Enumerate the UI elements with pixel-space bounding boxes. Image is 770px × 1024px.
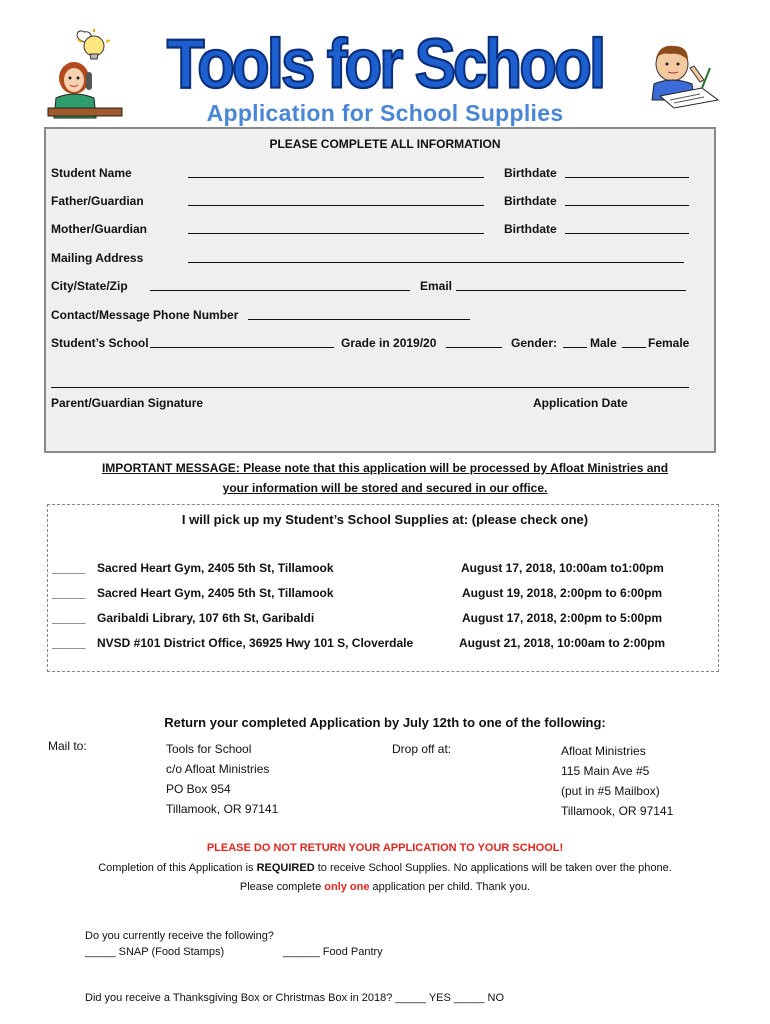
svg-text:Tools for School: Tools for School [166,24,604,103]
pickup-date: August 21, 2018, 10:00am to 2:00pm [459,636,666,650]
signature-label: Parent/Guardian Signature [51,396,204,410]
student-name-field[interactable] [188,167,484,178]
male-label: Male [590,336,617,350]
grade-label: Grade in 2019/20 [341,336,437,350]
pickup-location: Sacred Heart Gym, 2405 5th St, Tillamook [97,586,334,600]
drop-address-line: 115 Main Ave #5 [561,764,650,778]
drop-address-line: (put in #5 Mailbox) [561,784,660,798]
important-message-line2: your information will be stored and secured in our office. [222,481,548,495]
male-checkbox-line[interactable] [563,337,587,348]
food-pantry-option[interactable]: ______ Food Pantry [283,946,383,958]
one-per-child-note [0,881,770,893]
mail-address-line: Tools for School [166,742,252,756]
mother-guardian-label: Mother/Guardian [51,222,148,236]
female-label: Female [648,336,690,350]
city-state-zip-field[interactable] [150,280,410,291]
student-birthdate-field[interactable] [565,167,689,178]
phone-field[interactable] [248,309,470,320]
required-note [0,862,770,874]
pickup-date: August 19, 2018, 2:00pm to 6:00pm [462,586,663,600]
pickup-blank[interactable]: _____ [52,636,86,650]
student-name-label: Student Name [51,166,132,180]
return-warning: PLEASE DO NOT RETURN YOUR APPLICATION TO YOUR SCHOOL! [206,842,564,854]
mother-birthdate-field[interactable] [565,223,689,234]
drop-off-label: Drop off at: [392,742,452,756]
email-label: Email [420,279,453,293]
drop-address-line: Tillamook, OR 97141 [561,804,674,818]
father-guardian-field[interactable] [188,195,484,206]
one-note-red: only one [324,881,370,893]
pickup-blank[interactable]: _____ [52,586,86,600]
mother-birthdate-label: Birthdate [504,222,557,236]
required-note-pre: Completion of this Application is [98,862,257,874]
phone-label: Contact/Message Phone Number [51,308,239,322]
email-field[interactable] [456,280,686,291]
female-checkbox-line[interactable] [622,337,646,348]
required-note-bold: REQUIRED [256,862,315,874]
mail-to-label: Mail to: [48,739,87,753]
holiday-box-question[interactable]: Did you receive a Thanksgiving Box or Christmas Box in 2018? _____ YES _____ NO [85,992,505,1004]
signature-line[interactable] [51,377,689,388]
pickup-location: Sacred Heart Gym, 2405 5th St, Tillamook [97,561,334,575]
survey-question: Do you currently receive the following? [85,930,274,942]
drop-address-line: Afloat Ministries [561,744,646,758]
return-heading: Return your completed Application by July 12th to one of the following: [164,715,606,730]
pickup-heading: I will pick up my Student’s School Supplies at: (please check one) [181,512,589,527]
mailing-address-field[interactable] [188,252,684,263]
mother-guardian-field[interactable] [188,223,484,234]
form-heading: PLEASE COMPLETE ALL INFORMATION [269,137,501,151]
school-label: Student’s School [51,336,149,350]
tools-for-school-title [166,18,604,103]
student-birthdate-label: Birthdate [504,166,557,180]
father-guardian-label: Father/Guardian [51,194,144,208]
father-birthdate-field[interactable] [565,195,689,206]
pickup-blank[interactable]: _____ [52,561,86,575]
pickup-location: NVSD #101 District Office, 36925 Hwy 101 S, Cloverdale [97,636,414,650]
application-date-label: Application Date [533,396,628,410]
mail-address-line: Tillamook, OR 97141 [166,802,279,816]
grade-field[interactable] [446,337,502,348]
required-note-post: to receive School Supplies. No applications will be taken over the phone. [314,862,672,874]
gender-label: Gender: [511,336,558,350]
one-note-pre: Please complete [239,881,325,893]
form-subtitle: Application for School Supplies [206,100,564,126]
pickup-date: August 17, 2018, 10:00am to1:00pm [461,561,664,575]
mailing-address-label: Mailing Address [51,251,144,265]
pickup-location: Garibaldi Library, 107 6th St, Garibaldi [97,611,315,625]
snap-option[interactable]: _____ SNAP (Food Stamps) [85,946,225,958]
pickup-date: August 17, 2018, 2:00pm to 5:00pm [462,611,663,625]
important-message-line1: IMPORTANT MESSAGE: Please note that this application will be processed by Afloat Ministries and [101,461,669,475]
one-note-post: application per child. Thank you. [369,881,531,893]
father-birthdate-label: Birthdate [504,194,557,208]
mail-address-line: c/o Afloat Ministries [166,762,270,776]
city-state-zip-label: City/State/Zip [51,279,128,293]
pickup-blank[interactable]: _____ [52,611,86,625]
mail-address-line: PO Box 954 [166,782,231,796]
school-field[interactable] [150,337,334,348]
